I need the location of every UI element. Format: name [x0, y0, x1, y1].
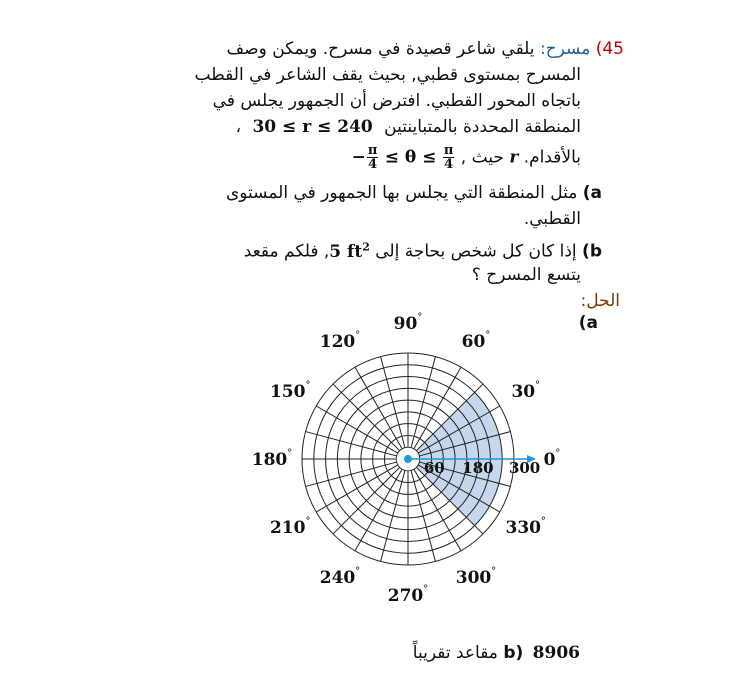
minus-sign: −: [351, 147, 366, 168]
solution-header: الحل:: [580, 291, 620, 311]
angle-label-240: 240°: [319, 565, 361, 588]
part-a-text-1: مثل المنطقة التي يجلس بها الجمهور في المستوى: [225, 183, 578, 203]
angle-label-330: 330°: [505, 516, 547, 538]
degree-symbol: °: [355, 330, 361, 342]
degree-symbol: °: [541, 516, 547, 527]
angle-label-120: 120°: [319, 330, 361, 353]
solution-a-label: (a: [578, 313, 598, 333]
radius-label-180: 180: [462, 459, 494, 477]
solution-b-value: 8906: [532, 643, 580, 663]
solution-b-label: b): [503, 643, 524, 663]
theta-bounds: ≤ θ ≤: [384, 147, 437, 168]
radius-label-300: 300: [508, 459, 541, 477]
area-exponent: 2: [362, 240, 370, 253]
radius-inequality: 30 ≤ r ≤ 240: [252, 117, 373, 137]
part-a-text-2: القطبي.: [523, 209, 581, 229]
degree-symbol: °: [287, 448, 293, 459]
where-word: حيث: [471, 147, 504, 168]
radius-label-60: 60: [423, 459, 445, 477]
area-number: 5 ft: [329, 241, 363, 262]
r-variable: r: [509, 147, 519, 168]
frac-den-left: 4: [368, 157, 378, 172]
frac-num-right: π: [443, 143, 454, 158]
degree-symbol: °: [555, 448, 561, 459]
problem-text-1: يلقي شاعر قصيدة في مسرح. ويمكن وصف: [226, 39, 535, 59]
degree-symbol: °: [417, 312, 423, 323]
frac-num-left: π: [367, 143, 378, 158]
angle-label-180: 180°: [251, 448, 293, 470]
angle-label-60: 60°: [461, 330, 491, 353]
problem-text-5: بالأقدام.: [523, 147, 581, 168]
degree-symbol: °: [485, 330, 491, 342]
degree-symbol: °: [305, 380, 311, 391]
problem-text-3: باتجاه المحور القطبي. افترض أن الجمهور يجلس في: [212, 91, 581, 111]
angle-label-270: 270°: [387, 584, 429, 606]
problem-keyword: مسرح:: [539, 39, 591, 59]
comma-2: ,: [460, 147, 467, 168]
part-a-label: a): [582, 183, 602, 203]
angle-label-0: 0°: [543, 448, 561, 470]
angle-label-30: 30°: [511, 380, 541, 402]
frac-den-right: 4: [444, 157, 454, 172]
angle-label-150: 150°: [269, 380, 311, 402]
part-b-label: b): [582, 241, 602, 262]
part-b-text-2: يتسع المسرح ؟: [471, 265, 581, 285]
degree-symbol: °: [305, 516, 311, 527]
degree-symbol: °: [355, 565, 361, 577]
problem-text-4: المنطقة المحددة بالمتباينتين: [384, 117, 581, 137]
part-b-text-rest: , فلكم مقعد: [243, 241, 330, 262]
solution-b-text: مقاعد تقريباً: [412, 643, 498, 663]
degree-symbol: °: [423, 584, 429, 595]
angle-label-90: 90°: [393, 312, 423, 334]
problem-number: 45): [595, 39, 624, 59]
degree-symbol: °: [491, 565, 497, 577]
part-b-text-1: إذا كان كل شخص بحاجة إلى: [375, 241, 577, 262]
problem-text-2: المسرح بمستوى قطبي, بحيث يقف الشاعر في القطب: [194, 65, 581, 85]
degree-symbol: °: [535, 380, 541, 391]
pole-point: [404, 455, 412, 463]
angle-label-210: 210°: [269, 516, 311, 538]
angle-label-300: 300°: [455, 565, 497, 588]
solution-b-line: [184, 640, 584, 666]
comma: ،: [235, 117, 242, 137]
